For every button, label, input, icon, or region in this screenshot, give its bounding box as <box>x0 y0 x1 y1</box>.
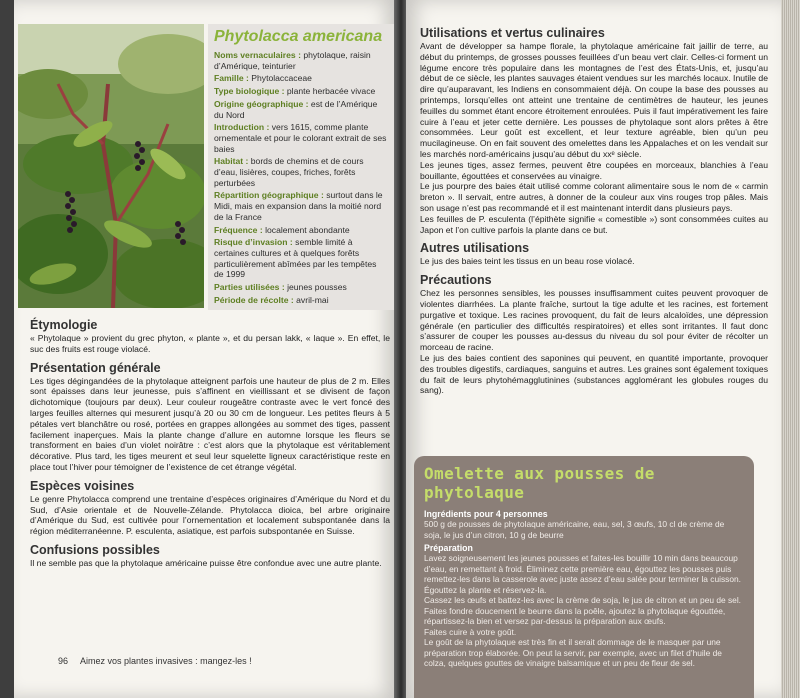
preparation-heading: Préparation <box>424 543 473 553</box>
section-text: « Phytolaque » provient du grec phyton, « plante », et du persan lakk, « laque ». En effet, le suc des fruits est rouge violacé. <box>30 333 390 354</box>
fact-item: Origine géographique : est de l’Amérique du Nord <box>214 98 378 120</box>
section-heading: Présentation générale <box>30 360 161 375</box>
section-text: Il ne semble pas que la phytolaque américaine puisse être confondue avec une autre plante. <box>30 557 382 568</box>
page-number: 96 <box>58 656 69 666</box>
fact-item: Noms vernaculaires : phytolaque, raisin d’Amérique, teinturier <box>214 50 371 71</box>
section-other-uses <box>420 241 768 267</box>
fact-item: Habitat : bords de chemins et de cours d’eau, lisières, coupes, friches, forêts perturbées <box>214 156 364 188</box>
fact-item: Famille : Phytolaccaceae <box>214 73 312 84</box>
right-body <box>420 26 768 402</box>
fact-item: Type biologique : plante herbacée vivace <box>214 86 376 97</box>
right-page <box>406 0 781 698</box>
fact-item: Risque d’invasion : semble limité à certaines cultures et à quelques forêts particulièrement abîmées par les tempêtes de 1999 <box>214 237 377 280</box>
paragraph: Chez les personnes sensibles, les pousses insuffisamment cuites peuvent provoquer de violentes diarrhées. La plante fraîche, surtout la tige adulte et les racines, est fortement purgative et toxique. Les racines provoquent, du fait de leurs alcaloïdes, une dépression générale (en particulier des difficultés respiratoires) et elles sont irritantes. Il faut donc s’assurer de couper les pousses au-dessus du niveau du sol pour éviter de récolter un morceau de racine. <box>420 288 768 353</box>
left-page <box>14 0 396 698</box>
recipe-step: Faites fondre doucement le beurre dans la poêle, ajoutez la phytolaque égouttée, répartissez-la bien et versez par-dessus la préparation aux œufs. <box>424 605 726 626</box>
section-etymology <box>30 318 390 355</box>
recipe-title: Omelette aux pousses de phytolaque <box>424 464 655 502</box>
species-fact-box <box>208 24 394 310</box>
page-edges <box>781 0 800 698</box>
pokeweed-illustration <box>18 24 204 308</box>
fact-item: Fréquence : localement abondante <box>214 224 350 235</box>
fact-item: Répartition géographique : surtout dans le Midi, mais en expansion dans la moitié nord de la France <box>214 190 383 222</box>
paragraph: Le jus pourpre des baies était utilisé comme colorant alimentaire sous le nom de « carmin breton ». Il servait, entre autres, à donner de la couleur aux vins rouges trop pâles. Mais son usage n’est pas recommandé et il est maintenant interdit dans plusieurs pays. <box>420 181 768 213</box>
paragraph: Les feuilles de P. esculenta (l’épithète signifie « comestible ») sont consommées cuites au Japon et l’on cultive parfois la plante dans ce but. <box>420 213 768 235</box>
paragraph: Le jus des baies contient des saponines qui peuvent, en quantité importante, provoquer des troubles digestifs, cardiaques, sanguins et autres. Les graines sont également toxiques du fait de leurs phytohémagglutinines (substances agglomérant les globules rouges du sang). <box>420 352 768 396</box>
section-related-species <box>30 479 390 537</box>
left-body <box>30 318 390 575</box>
section-heading: Autres utilisations <box>420 241 530 256</box>
section-text: Les tiges dégingandées de la phytolaque atteignent parfois une hauteur de plus de 2 m. Elles sont épaisses dans leur jeunesse, puis s’affinent en vieillissant et se divisent de façon dichotomique (toujours par deux). Leur couleur rougeâtre contraste avec le vert foncé des larges feuilles alternes qui mesurent jusqu’à 20 ou 30 cm de longueur. Les petites fleurs à 5 pétales vert blanchâtre ou rosé, portées en grappes allongées au sommet des tiges, passent facilement inaperçues. Mais la plante change d’allure en automne lorsque les fleurs se transforment en baies d’un violet noirâtre : c’est alors que la phytolaque est véritablement décorative. Plus tard, les tiges meurent et seul leur squelette ligneux caractéristique reste en place tout l’hiver pour témoigner de l’existence de cet étrange végétal. <box>30 375 390 472</box>
section-heading: Étymologie <box>30 318 98 332</box>
fact-item: Parties utilisées : jeunes pousses <box>214 282 347 293</box>
ingredients-text: 500 g de pousses de phytolaque américaine, eau, sel, 3 œufs, 10 cl de crème de soja, le jus d’un citron, 10 g de beurre <box>424 519 725 540</box>
section-text: Le genre Phytolacca comprend une trentaine d’espèces originaires d’Amérique du Nord et du Sud, d’Asie orientale et de Nouvelle-Zélande. Phytolacca dioica, bel arbre originaire d’Amérique du Sud, est cultivée pour l’ornementation et localement subspontanée dans la région méditerranéenne. P. esculenta, asiatique, est parfois subspontanée en Suisse. <box>30 493 390 537</box>
ingredients-heading: Ingrédients pour 4 personnes <box>424 509 548 519</box>
paragraph: Le jus des baies teint les tissus en un beau rose violacé. <box>420 256 635 267</box>
recipe-step: Lavez soigneusement les jeunes pousses et faites-les bouillir 10 min dans beaucoup d’eau, en remettant à froid. Éliminez cette première eau, égouttez les pousses puis remettez-les dans la casserole avec juste assez d’eau salée pour terminer la cuisson. Égouttez la plante et réservez-la. <box>424 553 742 595</box>
paragraph: Les jeunes tiges, assez fermes, peuvent être coupées en morceaux, blanchies à l’eau bouillante, égouttées et conservées au vinaigre. <box>420 159 768 181</box>
section-heading: Utilisations et vertus culinaires <box>420 26 605 40</box>
recipe-step: Le goût de la phytolaque est très fin et il serait dommage de le masquer par une préparation trop élaborée. On peut la servir, par exemple, avec un filet d’huile de colza, quelques gouttes de vinaigre balsamique et un peu de fleur de sel. <box>424 637 722 668</box>
section-heading: Confusions possibles <box>30 542 160 557</box>
section-heading: Précautions <box>420 273 492 288</box>
fact-item: Introduction : vers 1615, comme plante ornementale et pour le colorant extrait de ses baies <box>214 122 387 154</box>
recipe-step: Faites cuire à votre goût. <box>424 626 517 637</box>
section-presentation <box>30 361 390 473</box>
section-precautions <box>420 273 768 396</box>
page-footer <box>58 656 252 666</box>
paragraph: Avant de développer sa hampe florale, la phytolaque américaine fait jaillir de terre, au début du printemps, de grosses pousses feuillées d’un beau vert clair. Celles-ci forment un légume encore très populaire dans les montagnes de l’est des États-Unis, et, jusqu’au début de ce siècle, les plantes sauvages étaient vendues sur les marchés locaux. Inutile de dire qu’auparavant, les Indiens en consommaient déjà. On coupe la base des pousses au printemps, lorsqu’elles ont atteint une trentaine de centimètres de hauteur, les jeunes feuilles du sommet étant encore étroitement enroulées. Puis il faut impérativement les faire cuire à l’eau et jeter cette dernière. Les pousses de phytolaque sont alors prêtes à être consommées. Leur goût est excellent, et leur texture agréable, bien qu’un peu mucilagineuse. On en fait souvent des omelettes dans les Appalaches et on les vendait sur les marchés nord-américains jusqu’au début du xxᵉ siècle. <box>420 41 768 159</box>
fact-item: Période de récolte : avril-mai <box>214 294 329 305</box>
recipe-box <box>414 456 754 698</box>
section-heading: Espèces voisines <box>30 478 135 493</box>
species-title: Phytolacca americana <box>214 28 383 45</box>
plant-photo <box>18 24 204 308</box>
section-confusions <box>30 543 390 569</box>
recipe-step: Cassez les œufs et battez-les avec la crème de soja, le jus de citron et un peu de sel. <box>424 595 742 605</box>
running-title: Aimez vos plantes invasives : mangez-les ! <box>80 656 252 666</box>
section-culinary <box>420 26 768 235</box>
